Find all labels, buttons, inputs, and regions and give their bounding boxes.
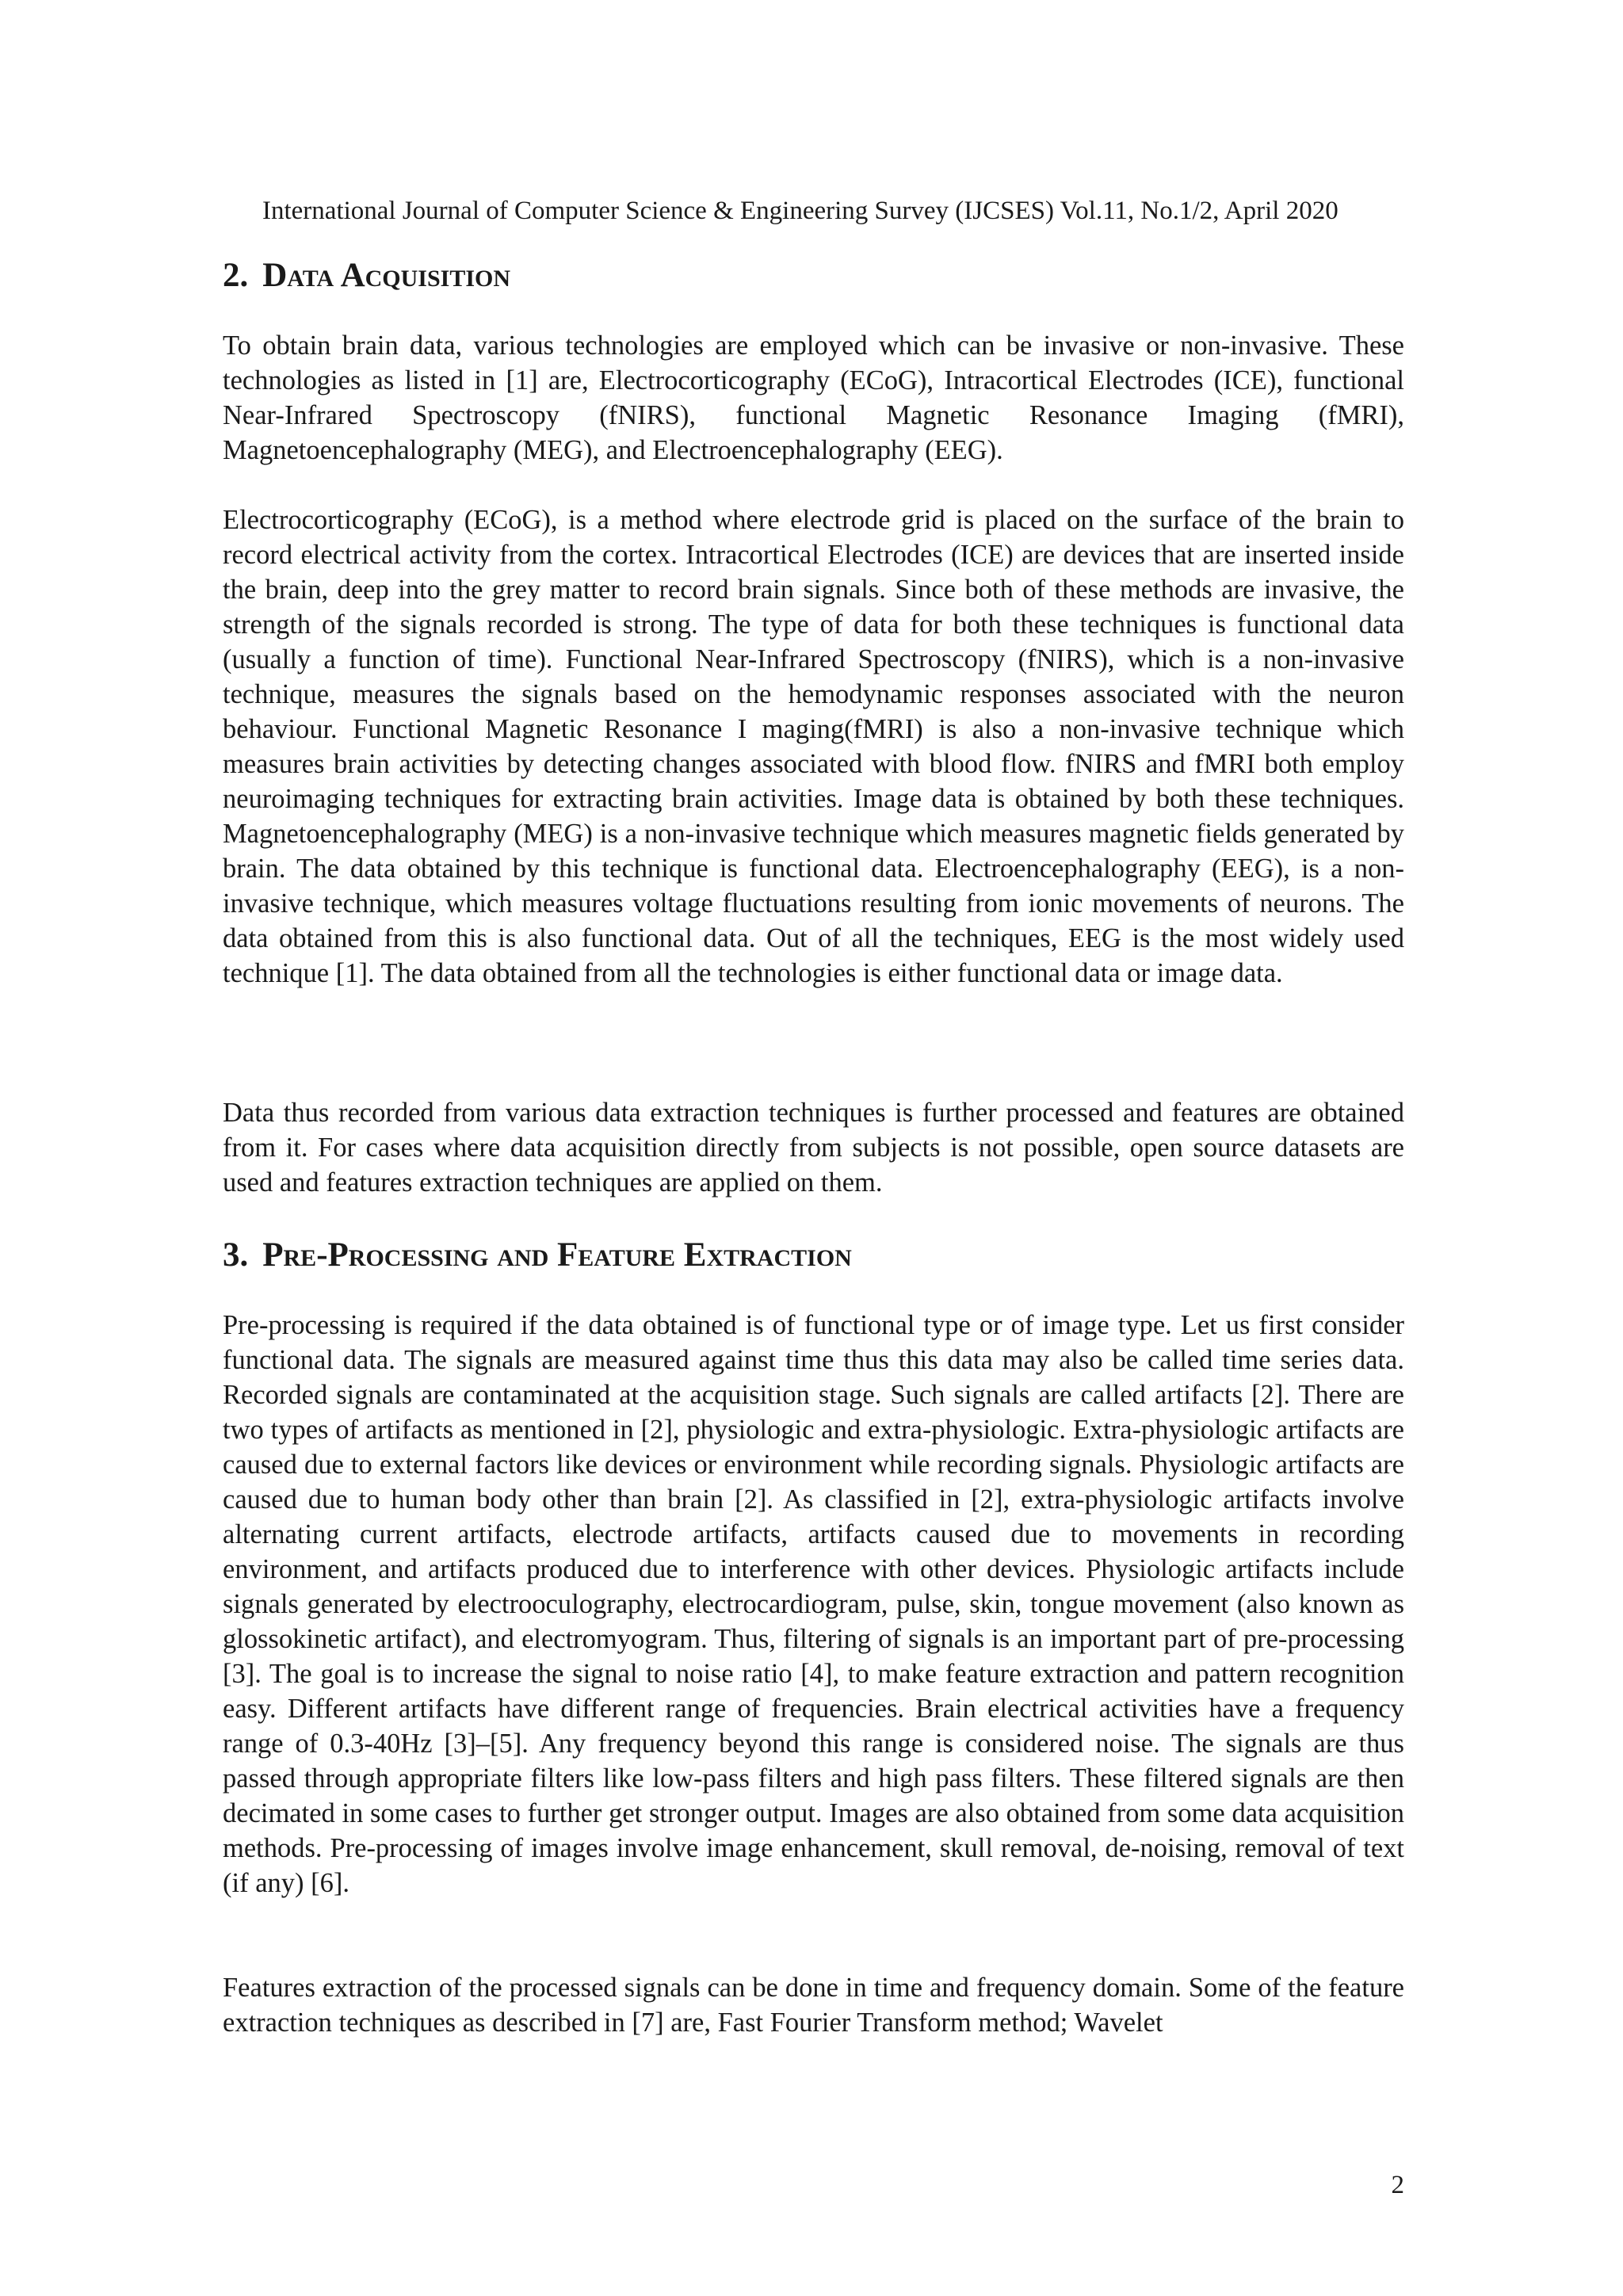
section-heading-preprocessing (223, 1235, 852, 1276)
section-title: Pre-Processing and Feature Extraction (262, 1236, 852, 1274)
section-title: Data Acquisition (262, 257, 511, 294)
section-number: 3. (223, 1236, 249, 1274)
paragraph: Electrocorticography (ECoG), is a method where electrode grid is placed on the surface of the brain to record electrical activity from the cortex. Intracortical Electrodes (ICE) are devices that are inserted inside the brain, deep into the grey matter to record brain signals. Since both of these methods are invasive, the strength of the signals recorded is strong. The type of data for both these techniques is functional data (usually a function of time). Functional Near-Infrared Spectroscopy (fNIRS), which is a non-invasive technique, measures the signals based on the hemodynamic responses associated with the neuron behaviour. Functional Magnetic Resonance I maging(fMRI) is also a non-invasive technique which measures brain activities by detecting changes associated with blood flow. fNIRS and fMRI both employ neuroimaging techniques for extracting brain activities. Image data is obtained by both these techniques. Magnetoencephalography (MEG) is a non-invasive technique which measures magnetic fields generated by brain. The data obtained by this technique is functional data. Electroencephalography (EEG), is a non-invasive technique, which measures voltage fluctuations resulting from ionic movements of neurons. The data obtained from this is also functional data. Out of all the techniques, EEG is the most widely used technique [1]. The data obtained from all the technologies is either functional data or image data. (223, 505, 1404, 988)
paragraph: Data thus recorded from various data extraction techniques is further processed and features are obtained from it. For cases where data acquisition directly from subjects is not possible, open source datasets are used and features extraction techniques are applied on them. (223, 1098, 1404, 1198)
running-header: International Journal of Computer Science & Engineering Survey (IJCSES) Vol.11, No.1/2, April 2020 (262, 197, 1338, 225)
paragraph: Features extraction of the processed signals can be done in time and frequency domain. Some of the feature extraction techniques as described in [7] are, Fast Fourier Transform method; Wavelet (223, 1973, 1404, 2038)
section-number: 2. (223, 257, 249, 294)
paragraph: Pre-processing is required if the data obtained is of functional type or of image type. Let us first consider functional data. The signals are measured against time thus this data may also be called time series data. Recorded signals are contaminated at the acquisition stage. Such signals are called artifacts [2]. There are two types of artifacts as mentioned in [2], physiologic and extra-physiologic. Extra-physiologic artifacts are caused due to external factors like devices or environment while recording signals. Physiologic artifacts are caused due to human body other than brain [2]. As classified in [2], extra-physiologic artifacts involve alternating current artifacts, electrode artifacts, artifacts caused due to movements in recording environment, and artifacts produced due to interference with other devices. Physiologic artifacts include signals generated by electrooculography, electrocardiogram, pulse, skin, tongue movement (also known as glossokinetic artifact), and electromyogram. Thus, filtering of signals is an important part of pre-processing [3]. The goal is to increase the signal to noise ratio [4], to make feature extraction and pattern recognition easy. Different artifacts have different range of frequencies. Brain electrical activities have a frequency range of 0.3-40Hz [3]–[5]. Any frequency beyond this range is considered noise. The signals are thus passed through appropriate filters like low-pass filters and high pass filters. These filtered signals are then decimated in some cases to further get stronger output. Images are also obtained from some data acquisition methods. Pre-processing of images involve image enhancement, skull removal, de-noising, removal of text (if any) [6]. (223, 1310, 1404, 1898)
section-heading-data-acquisition (223, 255, 510, 296)
page-number: 2 (1391, 2171, 1404, 2199)
paragraph: To obtain brain data, various technologies are employed which can be invasive or non-invasive. These technologies as listed in [1] are, Electrocorticography (ECoG), Intracortical Electrodes (ICE), functional Near-Infrared Spectroscopy (fNIRS), functional Magnetic Resonance Imaging (fMRI), Magnetoencephalography (MEG), and Electroencephalography (EEG). (223, 330, 1404, 465)
